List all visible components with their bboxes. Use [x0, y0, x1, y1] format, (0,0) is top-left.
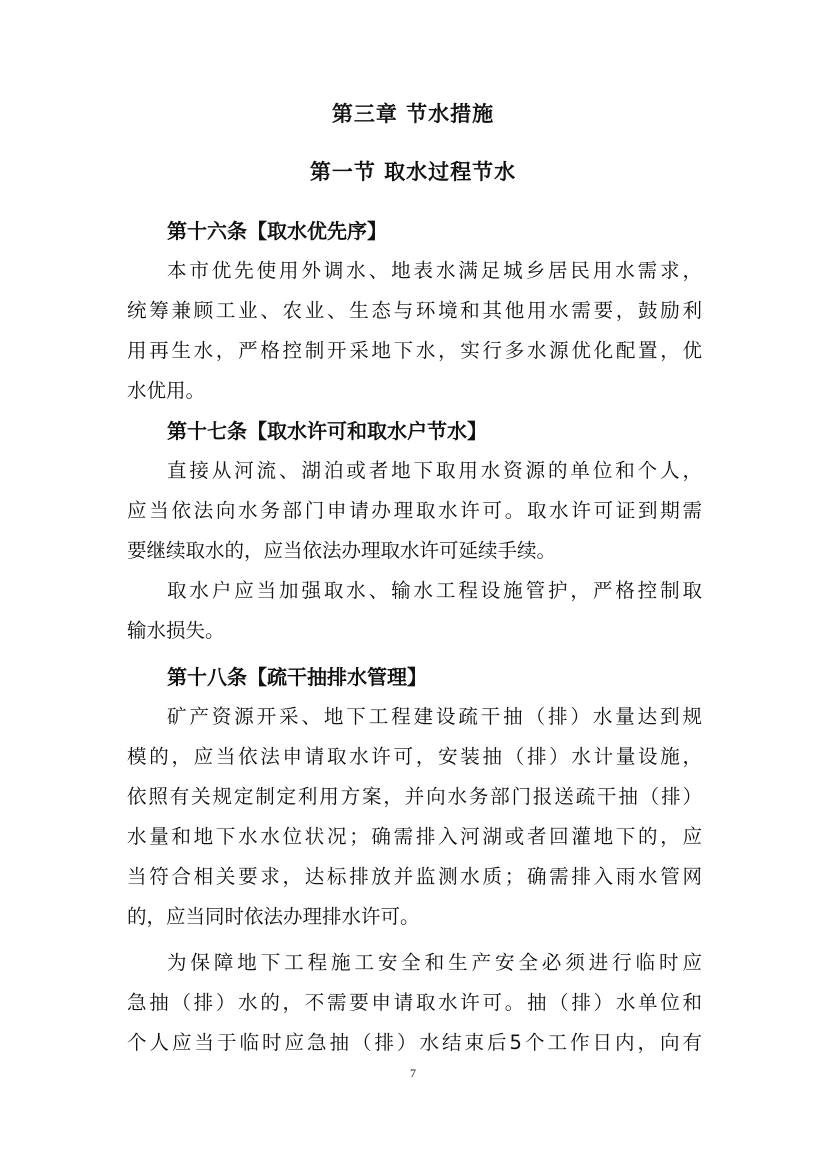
- text-line: 水量和地下水水位状况；确需排入河湖或者回灌地下的，应: [127, 825, 702, 848]
- text-line: 依照有关规定制定利用方案，并向水务部门报送疏干抽（排）: [127, 785, 702, 808]
- text-line: 输水损失。: [127, 619, 225, 642]
- text-line: 用再生水，严格控制开采地下水，实行多水源优化配置，优: [127, 339, 702, 362]
- chapter-title: 第三章 节水措施: [331, 102, 495, 126]
- text-line: 直接从河流、湖泊或者地下取用水资源的单位和个人，: [167, 459, 702, 482]
- text-line: 急抽（排）水的，不需要申请取水许可。抽（排）水单位和: [127, 991, 702, 1014]
- article-16-paragraph-1: [127, 251, 702, 411]
- text-line: 矿产资源开采、地下工程建设疏干抽（排）水量达到规: [167, 705, 702, 728]
- article-18-paragraph-2: [127, 943, 702, 1063]
- text-line: 个人应当于临时应急抽（排）水结束后5个工作日内，向有: [127, 1031, 702, 1054]
- article-17-paragraph-2: [127, 571, 702, 651]
- article-17-heading: 第十七条【取水许可和取水户节水】: [167, 419, 487, 443]
- article-18-heading: 第十八条【疏干抽排水管理】: [167, 665, 427, 689]
- text-line: 模的，应当依法申请取水许可，安装抽（排）水计量设施，: [127, 745, 702, 768]
- text-line: 为保障地下工程施工安全和生产安全必须进行临时应: [167, 951, 702, 974]
- section-title: 第一节 取水过程节水: [309, 160, 517, 184]
- article-16-heading: 第十六条【取水优先序】: [167, 219, 387, 243]
- article-17-paragraph-1: [127, 451, 702, 571]
- text-line: 应当依法向水务部门申请办理取水许可。取水许可证到期需: [127, 499, 702, 522]
- text-line: 取水户应当加强取水、输水工程设施管护，严格控制取: [167, 579, 702, 602]
- text-line: 当符合相关要求，达标排放并监测水质；确需排入雨水管网: [127, 865, 702, 888]
- text-line: 要继续取水的，应当依法办理取水许可延续手续。: [127, 539, 557, 562]
- document-body: [127, 211, 702, 1063]
- text-line: 本市优先使用外调水、地表水满足城乡居民用水需求，: [167, 259, 702, 282]
- page-number: 7: [410, 1066, 416, 1080]
- text-line: 的，应当同时依法办理排水许可。: [127, 905, 420, 928]
- text-line: 统筹兼顾工业、农业、生态与环境和其他用水需要，鼓励利: [127, 299, 702, 322]
- article-18-paragraph-1: [127, 697, 702, 937]
- text-line: 水优用。: [127, 379, 206, 402]
